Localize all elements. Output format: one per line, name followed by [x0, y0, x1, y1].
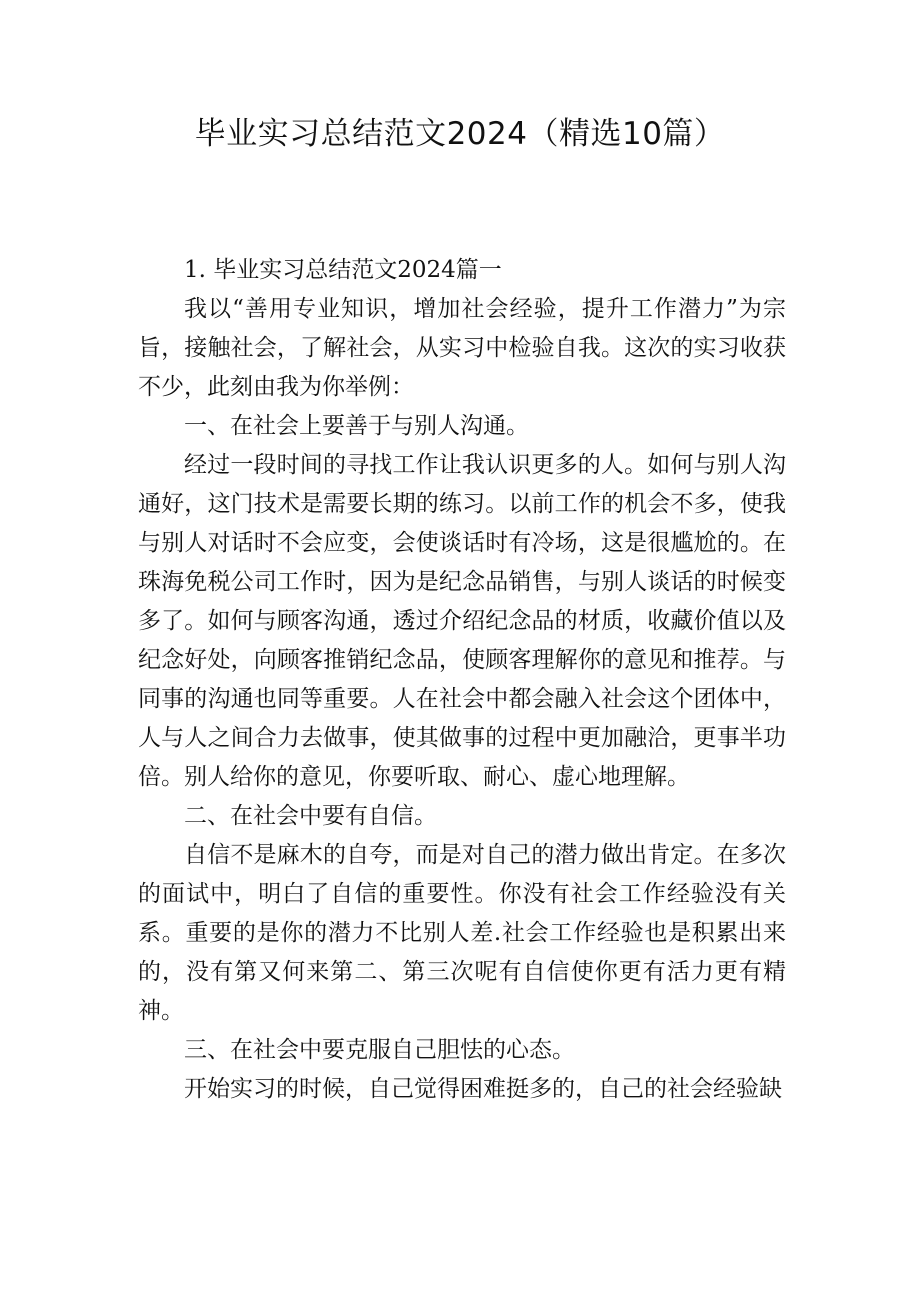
paragraph-confidence: 自信不是麻木的自夸，而是对自己的潜力做出肯定。在多次的面试中，明白了自信的重要性。你没有社会工作经验没有关系。重要的是你的潜力不比别人差.社会工作经验也是积累出来的，没有第又何来第二、第三次呢有自信使你更有活力更有精神。: [138, 842, 786, 1024]
section-heading-1: 1. 毕业实习总结范文2024篇一: [184, 257, 502, 283]
point-heading-2: 二、在社会中要有自信。: [184, 803, 437, 829]
paragraph-timidity: 开始实习的时候，自己觉得困难挺多的，自己的社会经验缺: [184, 1076, 782, 1102]
paragraph-communication: 经过一段时间的寻找工作让我认识更多的人。如何与别人沟通好，这门技术是需要长期的练习。以前工作的机会不多，使我与别人对话时不会应变，会使谈话时有冷场，这是很尴尬的。在珠海免税公司工作时，因为是纪念品销售，与别人谈话的时候变多了。如何与顾客沟通，透过介绍纪念品的材质，收藏价值以及纪念好处，向顾客推销纪念品，使顾客理解你的意见和推荐。与同事的沟通也同等重要。人在社会中都会融入社会这个团体中，人与人之间合力去做事，使其做事的过程中更加融洽，更事半功倍。别人给你的意见，你要听取、耐心、虚心地理解。: [138, 452, 786, 790]
point-heading-1: 一、在社会上要善于与别人沟通。: [184, 413, 529, 439]
point-heading-3: 三、在社会中要克服自己胆怯的心态。: [184, 1037, 575, 1063]
document-body: [138, 251, 786, 1109]
document-title: 毕业实习总结范文2024（精选10篇）: [194, 116, 726, 152]
paragraph-intro: 我以“善用专业知识，增加社会经验，提升工作潜力”为宗旨，接触社会，了解社会，从实习中检验自我。这次的实习收获不少，此刻由我为你举例：: [138, 296, 786, 400]
